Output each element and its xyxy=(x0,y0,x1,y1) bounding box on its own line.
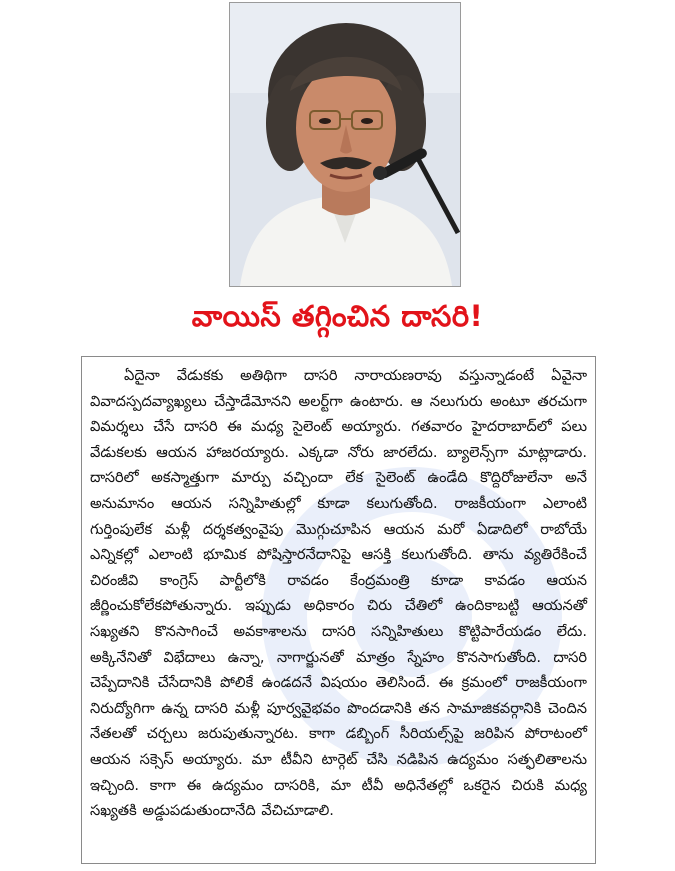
headline: వాయిస్ తగ్గించిన దాసరి! xyxy=(191,299,484,333)
portrait-photo-icon xyxy=(230,3,460,286)
portrait-photo xyxy=(229,2,461,287)
article-box xyxy=(81,356,596,864)
article-body: ఏదైనా వేడుకకు అతిథిగా దాసరి నారాయణరావు వస్తున్నాడంటే ఏవైనా వివాదస్పదవ్యాఖ్యలు చేస్తాడేమోనని అలర్ట్‌గా ఉంటారు. ఆ నలుగురు అంటూ తరచుగా విమర్శలు చేసే దాసరి ఈ మధ్య సైలెంట్ అయ్యారు. గతవారం హైదరాబాద్‌లో పలు వేడుకలకు ఆయన హాజరయ్యారు. ఎక్కడా నోరు జారలేదు. బ్యాలెన్స్‌గా మాట్లాడారు. దాసరిలో అకస్మాత్తుగా మార్పు వచ్చిందా లేక సైలెంట్ ఉండేది కొద్దిరోజులేనా అనే అనుమానం ఆయన సన్నిహితుల్లో కూడా కలుగుతోంది. రాజకీయంగా ఎలాంటి గుర్తింపులేక మళ్లీ దర్శకత్వంవైపు మొగ్గుచూపిన ఆయన మరో ఏడాదిలో రాబోయే ఎన్నికల్లో ఎలాంటి భూమిక పోషిస్తారనేదానిపై ఆసక్తి కలుగుతోంది. తాను వ్యతిరేకించే చిరంజీవి కాంగ్రెస్ పార్టీలోకి రావడం కేంద్రమంత్రి కూడా కావడం ఆయన జీర్ణించుకోలేకపోతున్నారు. ఇప్పుడు అధికారం చిరు చేతిలో ఉందికాబట్టి ఆయనతో సఖ్యతని కొనసాగించే అవకాశాలను దాసరి సన్నిహితులు కొట్టిపారేయడం లేదు. అక్కినేనితో విభేదాలు ఉన్నా, నాగార్జునతో మాత్రం స్నేహం కొనసాగుతోంది. దాసరి చెప్పేదానికి చేసేదానికి పోలికే ఉండదనే విషయం తెలిసిందే. ఈ క్రమంలో రాజకీయంగా నిరుద్యోగిగా ఉన్న దాసరి మళ్లీ పూర్వవైభవం పొందడానికి తన సామాజికవర్గానికి చెందిన నేతలతో చర్చలు జరుపుతున్నారట. కాగా డబ్బింగ్ సీరియల్స్‌పై జరిపిన పోరాటంలో ఆయన సక్సెస్ అయ్యారు. మా టీవీని టార్గెట్ చేసి నడిపిన ఉద్యమం సత్ఫలితాలను ఇచ్చింది. కాగా ఈ ఉద్యమం దాసరికి, మా టీవీ అధినేతల్లో ఒకరైన చిరుకి మధ్య సఖ్యతకి అడ్డుపడుతుందానేది వేచిచూడాలి. xyxy=(90,367,587,820)
